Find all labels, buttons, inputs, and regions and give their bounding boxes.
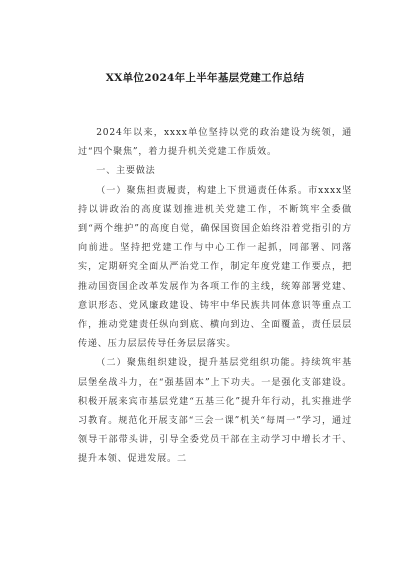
intro-paragraph: 2024年以来，xxxx单位坚持以党的政治建设为统领，通过“四个聚焦”，着力提升机关党建工作质效。 bbox=[78, 128, 352, 158]
paragraph-1: （一）聚焦担责履责，构建上下贯通责任体系。市xxxx坚持以讲政治的高度谋划推进机关党建工作，不断筑牢全委做到“两个维护”的高度自觉，确保国资国企始终沿着党指引的方向前进。坚持把党建工作与中心工作一起抓，同部署、同落实，定期研究全面从严治党工作，制定年度党建工作要点，把推动国资国企改革发展作为各项工作的主线，统筹部署党建、意识形态、党风廉政建设、铸牢中华民族共同体意识等重点工作，推动党建责任纵向到底、横向到边、全面覆盖，责任层层传递、压力层层传导任务层层落实。 bbox=[78, 185, 352, 350]
document-body bbox=[78, 124, 352, 470]
document-title: XX单位2024年上半年基层党建工作总结 bbox=[105, 72, 305, 84]
paragraph-2: （二）聚焦组织建设，提升基层党组织功能。持续筑牢基层堡垒战斗力，在“强基固本”上下功夫。一是强化支部建设。积极开展来宾市基层党建“五基三化”提升年行动，扎实推进学习教育。规范化开展支部“三会一课”机关“每周一”学习，通过领导干部带头讲，引导全委党员干部在主动学习中增长才干、提升本领、促进发展。二 bbox=[78, 358, 352, 465]
section-heading: 一、主要做法 bbox=[96, 166, 156, 177]
